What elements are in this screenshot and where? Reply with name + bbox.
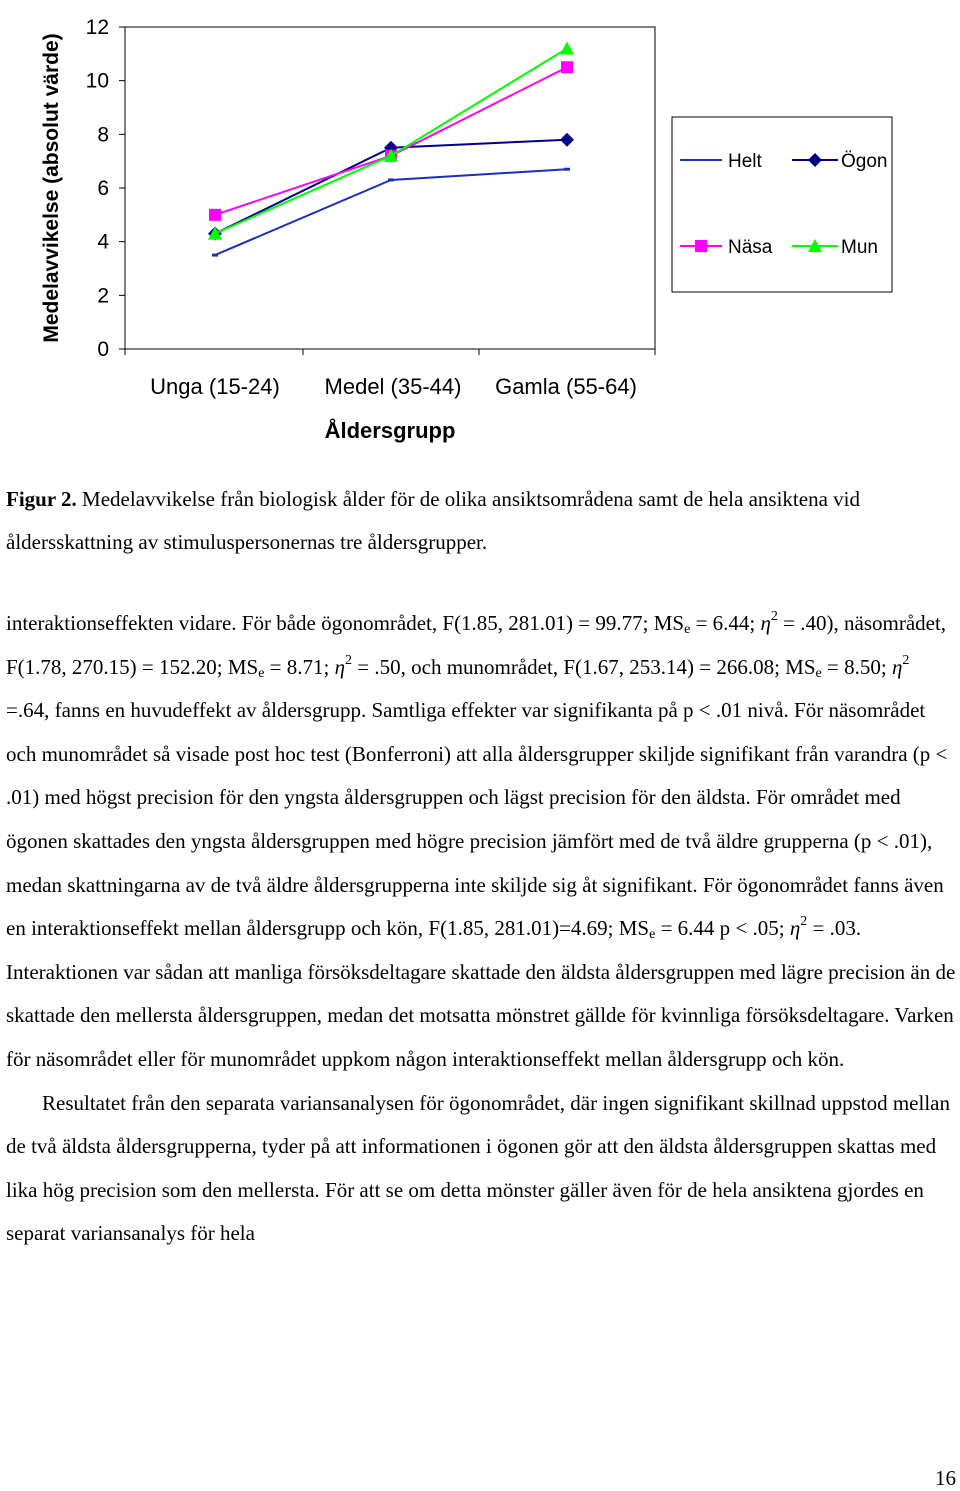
p1-sup-2: 2: [345, 652, 353, 668]
y-ticks: [86, 16, 125, 361]
p1-sup-4: 2: [800, 914, 808, 930]
data-point-ogon: [560, 133, 574, 147]
y-tick-label: 4: [97, 230, 109, 254]
p1-sub-3: e: [815, 665, 822, 681]
p1-sup-1: 2: [770, 609, 778, 624]
legend: [672, 117, 892, 292]
p1-text-2: = 6.44;: [690, 611, 761, 635]
caption-text: Medelavvikelse från biologisk ålder för de olika ansiktsområdena samt de hela ansiktena vid åldersskattning av stimuluspersonernas tre åldersgrupper.: [6, 487, 860, 554]
x-tick-label: Unga (15-24): [150, 374, 280, 399]
y-tick-label: 6: [97, 177, 109, 200]
p1-text-4: = 8.71;: [264, 654, 335, 679]
p1-eta-3: η: [891, 654, 903, 679]
page-number: 16: [935, 1466, 956, 1490]
p1-sup-3: 2: [902, 652, 910, 668]
p1-text-3: = .40), näsområdet, F(1.78, 270.15) = 152.20; MS: [6, 611, 947, 679]
body-text: [6, 602, 956, 1256]
x-tick-label: Medel (35-44): [324, 374, 462, 399]
p1-text-8: = 6.44 p < .05;: [655, 916, 790, 941]
caption-label: Figur 2.: [6, 487, 77, 511]
legend-mun-label: Mun: [841, 237, 878, 258]
p1-eta-4: η: [789, 916, 801, 941]
legend-helt-label: Helt: [728, 151, 762, 172]
p1-text-7: =.64, fanns en huvudeffekt av åldersgrupp. Samtliga effekter var signifikanta på p < .01 nivå. För näsområdet och munområdet så visade post hoc test (Bonferroni) att alla åldersgrupper skiljde signifikant från varandra (p < .01) med högst precision för den yngsta åldersgruppen och lägst precision för den äldsta. För området med ögonen skattades den yngsta åldersgruppen med högre precision jämfört med de två äldre grupperna (p < .01), medan skattningarna av de två äldre åldersgrupperna inte skiljde sig åt signifikant. För ögonområdet fanns även en interaktionseffekt mellan åldersgrupp och kön, F(1.85, 281.01)=4.69; MS: [6, 698, 948, 941]
y-tick-label: 12: [85, 16, 109, 39]
figure-2: [0, 0, 960, 460]
y-tick-label: 10: [85, 69, 109, 93]
data-point-nasa: [209, 209, 221, 221]
p1-eta-1: η: [760, 611, 771, 635]
p1-text-6: = 8.50;: [821, 654, 892, 679]
series-layer: [208, 41, 574, 255]
y-tick-label: 8: [97, 123, 109, 147]
y-axis-label: Medelavvikelse (absolut värde): [40, 33, 63, 343]
p1-sub-4: e: [649, 927, 656, 943]
data-point-mun: [560, 41, 574, 54]
data-point-nasa: [561, 61, 573, 73]
p1-text-5: = .50, och munområdet, F(1.67, 253.14) = 266.08; MS: [352, 654, 816, 679]
p1-text-9: = .03. Interaktionen var sådan att manliga försöksdeltagare skattade den äldsta åldersgruppen med lägre precision än de skattade den mellersta åldersgruppen, medan det motsatta mönstret gällde för kvinnliga försöksdeltagare. Varken för näsområdet eller för munområdet uppkom någon interaktionseffekt mellan åldersgrupp och kön.: [6, 916, 956, 1071]
x-axis-label: Åldersgrupp: [324, 418, 456, 443]
figure-caption: [6, 478, 956, 564]
line-chart: [0, 0, 960, 460]
p1-sub-2: e: [258, 665, 265, 681]
plot-area-frame: [125, 27, 655, 349]
series-line-helt: [215, 169, 567, 255]
p1-eta-2: η: [334, 654, 346, 679]
p1-sub-1: e: [684, 622, 691, 637]
y-tick-label: 2: [97, 284, 109, 308]
y-tick-label: 0: [97, 338, 109, 361]
legend-ogon-label: Ögon: [841, 151, 888, 172]
p1-text-1: interaktionseffekten vidare. För både ögonområdet, F(1.85, 281.01) = 99.77; MS: [6, 611, 685, 635]
legend-nasa-label: Näsa: [728, 237, 773, 258]
x-ticks: [125, 349, 655, 399]
paragraph-2: Resultatet från den separata variansanalysen för ögonområdet, där ingen signifikant skillnad uppstod mellan de två äldsta åldersgrupperna, tyder på att informationen i ögonen gör att den äldsta åldersgruppen skattas med lika hög precision som den mellersta. För att se om detta mönster gäller även för de hela ansiktena gjordes en separat variansanalys för hela: [6, 1090, 950, 1246]
legend-nasa-square-icon: [695, 240, 707, 252]
legend-frame: [672, 117, 892, 292]
paragraph-1: [6, 602, 956, 1082]
x-tick-label: Gamla (55-64): [495, 374, 637, 399]
